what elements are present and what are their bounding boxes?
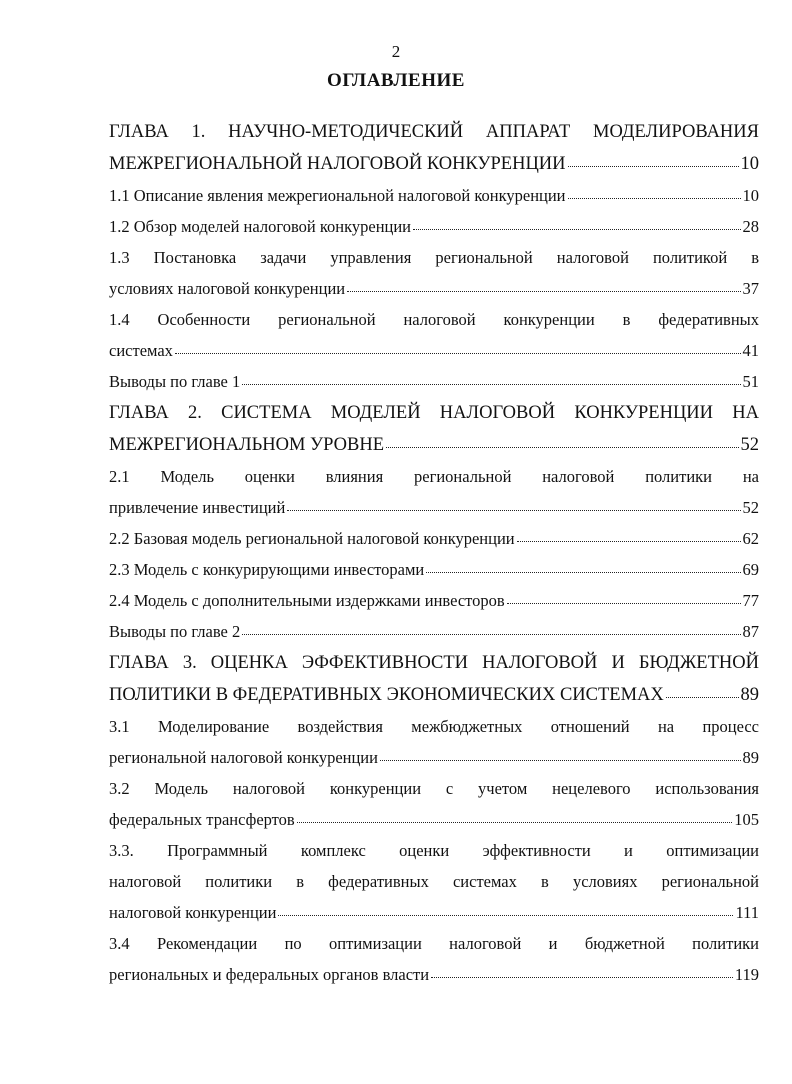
dot-leader xyxy=(380,760,741,761)
toc-entry-title-line: 3.4 Рекомендации по оптимизации налоговой и бюджетной политики xyxy=(109,934,759,953)
toc-entry-title-line: ГЛАВА 1. НАУЧНО-МЕТОДИЧЕСКИЙ АППАРАТ МОДЕЛИРОВАНИЯ xyxy=(109,122,759,142)
toc-entry-title: 1.2 Обзор моделей налоговой конкуренции xyxy=(109,217,412,236)
toc-page-number: 41 xyxy=(742,341,759,360)
toc-section-entry[interactable] xyxy=(109,242,759,304)
toc-entry-title-line: 3.1 Моделирование воздействия межбюджетных отношений на процесс xyxy=(109,717,759,736)
toc-section-entry[interactable] xyxy=(109,523,759,554)
toc-page-number: 87 xyxy=(742,622,759,641)
toc-entry-title: МЕЖРЕГИОНАЛЬНОЙ НАЛОГОВОЙ КОНКУРЕНЦИИ xyxy=(109,154,566,174)
toc-page-number: 28 xyxy=(742,217,759,236)
toc-entry-title-line: ГЛАВА 3. ОЦЕНКА ЭФФЕКТИВНОСТИ НАЛОГОВОЙ И БЮДЖЕТНОЙ xyxy=(109,653,759,673)
toc-entry-title: Выводы по главе 1 xyxy=(109,372,241,391)
toc-entry-title-line: ГЛАВА 2. СИСТЕМА МОДЕЛЕЙ НАЛОГОВОЙ КОНКУРЕНЦИИ НА xyxy=(109,403,759,423)
toc-section-entry[interactable] xyxy=(109,773,759,835)
page-number: 2 xyxy=(391,42,401,61)
toc-page-number: 89 xyxy=(740,685,759,705)
toc-page-number: 37 xyxy=(742,279,759,298)
page-title: ОГЛАВЛЕНИЕ xyxy=(327,70,465,91)
toc-entry-title: условиях налоговой конкуренции xyxy=(109,279,346,298)
toc-chapter-entry[interactable] xyxy=(109,647,759,711)
toc-section-entry[interactable] xyxy=(109,211,759,242)
toc-entry-title: региональных и федеральных органов власти xyxy=(109,965,430,984)
toc-entry-title: 1.1 Описание явления межрегиональной налоговой конкуренции xyxy=(109,186,566,205)
dot-leader xyxy=(517,541,741,542)
dot-leader xyxy=(242,384,740,385)
toc-entry-title: Выводы по главе 2 xyxy=(109,622,241,641)
toc-entry-title: 2.4 Модель с дополнительными издержками инвесторов xyxy=(109,591,505,610)
toc-page-number: 77 xyxy=(742,591,759,610)
toc-page-number: 69 xyxy=(742,560,759,579)
toc-chapter-entry[interactable] xyxy=(109,397,759,461)
toc-page-number: 119 xyxy=(734,965,759,984)
dot-leader xyxy=(347,291,740,292)
dot-leader xyxy=(507,603,741,604)
toc-entry-title: 2.3 Модель с конкурирующими инвесторами xyxy=(109,560,425,579)
toc-section-entry[interactable] xyxy=(109,835,759,928)
dot-leader xyxy=(175,353,741,354)
table-of-contents xyxy=(109,116,759,990)
dot-leader xyxy=(287,510,740,511)
toc-page-number: 52 xyxy=(740,435,759,455)
dot-leader xyxy=(666,697,739,698)
toc-entry-title: системах xyxy=(109,341,173,360)
dot-leader xyxy=(568,198,741,199)
toc-section-entry[interactable] xyxy=(109,554,759,585)
dot-leader xyxy=(386,447,739,448)
toc-section-entry[interactable] xyxy=(109,180,759,211)
toc-section-entry[interactable] xyxy=(109,304,759,366)
toc-entry-title: федеральных трансфертов xyxy=(109,810,295,829)
dot-leader xyxy=(426,572,740,573)
toc-entry-title: региональной налоговой конкуренции xyxy=(109,748,378,767)
toc-section-entry[interactable] xyxy=(109,928,759,990)
toc-chapter-entry[interactable] xyxy=(109,116,759,180)
toc-page-number: 10 xyxy=(740,154,759,174)
toc-entry-title-line: 2.1 Модель оценки влияния региональной налоговой политики на xyxy=(109,467,759,486)
toc-entry-title-line: 1.3 Постановка задачи управления региональной налоговой политикой в xyxy=(109,248,759,267)
toc-entry-title-line: 1.4 Особенности региональной налоговой конкуренции в федеративных xyxy=(109,310,759,329)
dot-leader xyxy=(413,229,740,230)
toc-entry-title: МЕЖРЕГИОНАЛЬНОМ УРОВНЕ xyxy=(109,435,384,455)
toc-page-number: 105 xyxy=(734,810,759,829)
toc-section-entry[interactable] xyxy=(109,461,759,523)
toc-entry-title: ПОЛИТИКИ В ФЕДЕРАТИВНЫХ ЭКОНОМИЧЕСКИХ СИСТЕМАХ xyxy=(109,685,664,705)
toc-entry-title: 2.2 Базовая модель региональной налоговой конкуренции xyxy=(109,529,515,548)
dot-leader xyxy=(297,822,733,823)
toc-entry-title: налоговой конкуренции xyxy=(109,903,277,922)
toc-page-number: 89 xyxy=(742,748,759,767)
toc-page-number: 51 xyxy=(742,372,759,391)
toc-page-number: 62 xyxy=(742,529,759,548)
toc-section-entry[interactable] xyxy=(109,711,759,773)
toc-entry-title-line: 3.3. Программный комплекс оценки эффективности и оптимизации xyxy=(109,841,759,860)
toc-section-entry[interactable] xyxy=(109,585,759,616)
dot-leader xyxy=(431,977,733,978)
dot-leader xyxy=(278,915,733,916)
toc-section-entry[interactable] xyxy=(109,366,759,397)
toc-section-entry[interactable] xyxy=(109,616,759,647)
toc-page-number: 111 xyxy=(735,903,759,922)
dot-leader xyxy=(568,166,739,167)
toc-page-number: 10 xyxy=(742,186,759,205)
toc-entry-title-line: налоговой политики в федеративных системах в условиях региональной xyxy=(109,872,759,891)
toc-entry-title: привлечение инвестиций xyxy=(109,498,286,517)
toc-page-number: 52 xyxy=(742,498,759,517)
dot-leader xyxy=(242,634,740,635)
toc-entry-title-line: 3.2 Модель налоговой конкуренции с учетом нецелевого использования xyxy=(109,779,759,798)
